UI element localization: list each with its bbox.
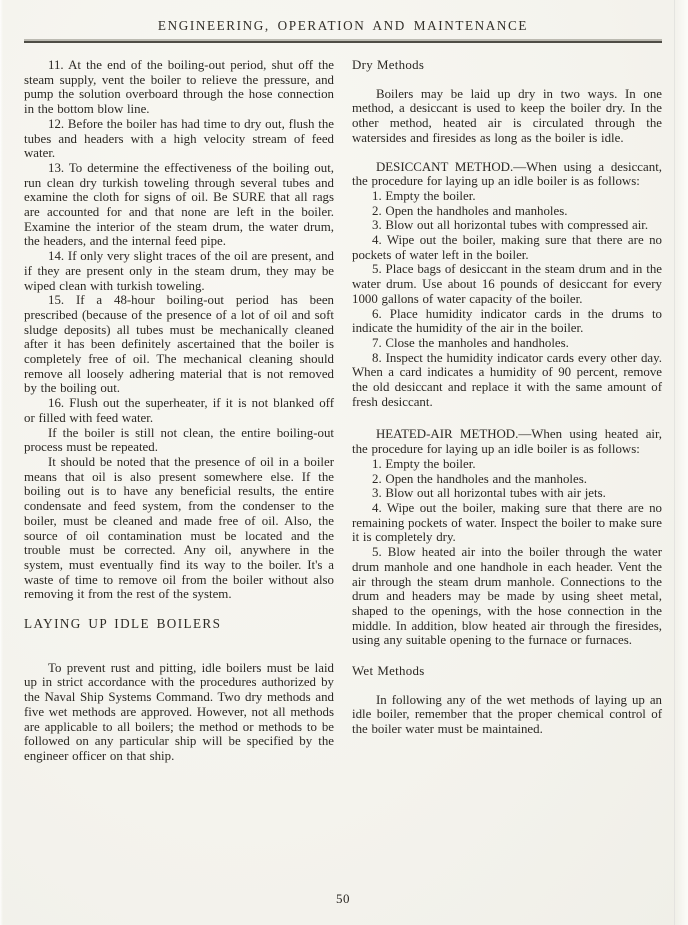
desiccant-step-8: 8. Inspect the humidity indicator cards every other day. When a card indicates a humidity of 90 percent, remove the old desiccant and replace it with the same amount of fresh desiccant. <box>352 350 662 409</box>
heated-air-step-5: 5. Blow heated air into the boiler through the water drum manhole and one handhole in each header. Vent the air through the steam drum manhole. Connections to the drum and headers may be made by using sheet metal, shaped to the openings, with the hose connection in the middle. In addition, blow heated air through the firesides, using any suitable opening to the furnace or furnaces. <box>352 545 662 648</box>
desiccant-step-4: 4. Wipe out the boiler, making sure that there are no pockets of water left in the boiler. <box>352 233 662 262</box>
heated-air-step-2: 2. Open the handholes and the manholes. <box>372 471 587 486</box>
paragraph-item-13: 13. To determine the effectiveness of the boiling out, run clean dry turkish toweling through several tubes and examine the cloth for signs of oil. Be SURE that all rags are accounted for and that none are left in the boiler. Examine the interior of the steam drum, the water drum, the headers, and the internal feed pipe. <box>24 160 334 249</box>
paragraph-laying-up-intro: To prevent rust and pitting, idle boilers must be laid up in strict accordance with the procedures authorized by the Naval Ship Systems Command. Two dry methods and five wet methods are approved. However, not all methods are applicable to all boilers; the method or methods to be followed on any particular ship will be specified by the engineer officer on that ship. <box>24 660 334 763</box>
heated-air-step-1: 1. Empty the boiler. <box>372 456 476 471</box>
paragraph-oil-presence-note: It should be noted that the presence of oil in a boiler means that oil is also present somewhere else. If the boiling out is to have any beneficial results, the entire condensate and feed system, from the condenser to the boiler, must be cleaned and made free of oil. Also, the source of oil contamination must be located and the trouble must be corrected. Any oil, anywhere in the system, must eventually find its way to the boiler. It's a waste of time to remove oil from the boiler without also removing it from the rest of the system. <box>24 454 334 602</box>
paragraph-boiling-repeat: If the boiler is still not clean, the entire boiling-out process must be repeated. <box>24 425 334 455</box>
subheading-dry-methods: Dry Methods <box>352 58 425 72</box>
heated-air-step-3: 3. Blow out all horizontal tubes with air jets. <box>372 486 606 501</box>
section-heading-laying-up-idle-boilers: LAYING UP IDLE BOILERS <box>24 616 222 632</box>
right-column <box>352 58 662 764</box>
paragraph-desiccant-method-intro: DESICCANT METHOD.—When using a desiccant, the procedure for laying up an idle boiler is as follows: <box>352 159 662 189</box>
paragraph-item-16: 16. Flush out the superheater, if it is not blanked off or filled with feed water. <box>24 396 334 425</box>
page-header-title: ENGINEERING, OPERATION AND MAINTENANCE <box>157 18 529 33</box>
desiccant-step-2: 2. Open the handholes and manholes. <box>372 203 568 218</box>
page-footer <box>24 891 662 911</box>
desiccant-step-5: 5. Place bags of desiccant in the steam drum and in the water drum. Use about 16 pounds of desiccant for every 1000 gallons of water capacity of the boiler. <box>352 262 662 306</box>
left-column <box>24 58 334 764</box>
header-rule <box>24 41 662 43</box>
desiccant-step-7: 7. Close the manholes and handholes. <box>372 335 569 350</box>
paragraph-item-15: 15. If a 48-hour boiling-out period has been prescribed (because of the presence of a lot of oil and soft sludge deposits) all tubes must be mechanically cleaned after it has been definitely ascertained that the boiler is completely free of oil. The mechanical cleaning should remove all loosely adhering material that is not removed by the boiling out. <box>24 293 334 396</box>
paragraph-wet-methods: In following any of the wet methods of laying up an idle boiler, remember that the proper chemical control of the boiler water must be maintained. <box>352 692 662 737</box>
desiccant-step-1: 1. Empty the boiler. <box>372 188 476 203</box>
two-column-body <box>24 58 662 764</box>
paragraph-item-12: 12. Before the boiler has had time to dry out, flush the tubes and headers with a high velocity stream of feed water. <box>24 116 334 161</box>
heated-air-step-4: 4. Wipe out the boiler, making sure that there are no remaining pockets of water. Inspect the boiler to make sure it is completely dry. <box>352 500 662 545</box>
subheading-wet-methods: Wet Methods <box>352 664 425 679</box>
desiccant-step-3: 3. Blow out all horizontal tubes with compressed air. <box>372 218 649 233</box>
paragraph-heated-air-method-intro: HEATED-AIR METHOD.—When using heated air, the procedure for laying up an idle boiler is as follows: <box>352 427 662 457</box>
paragraph-item-14: 14. If only very slight traces of the oil are present, and if they are present only in the steam drum, they may be wiped clean with turkish toweling. <box>24 249 334 293</box>
desiccant-step-6: 6. Place humidity indicator cards in the drums to indicate the humidity of the air in the boiler. <box>352 306 662 336</box>
paragraph-dry-methods-intro: Boilers may be laid up dry in two ways. In one method, a desiccant is used to keep the boiler dry. In the other method, heated air is circulated through the watersides and firesides as long as the boiler is idle. <box>352 86 662 145</box>
paragraph-item-11: 11. At the end of the boiling-out period, shut off the steam supply, vent the boiler to relieve the pressure, and pump the solution overboard through the hose connection in the bottom blow line. <box>24 58 334 117</box>
page-header <box>24 18 662 43</box>
page-number: 50 <box>336 891 350 906</box>
